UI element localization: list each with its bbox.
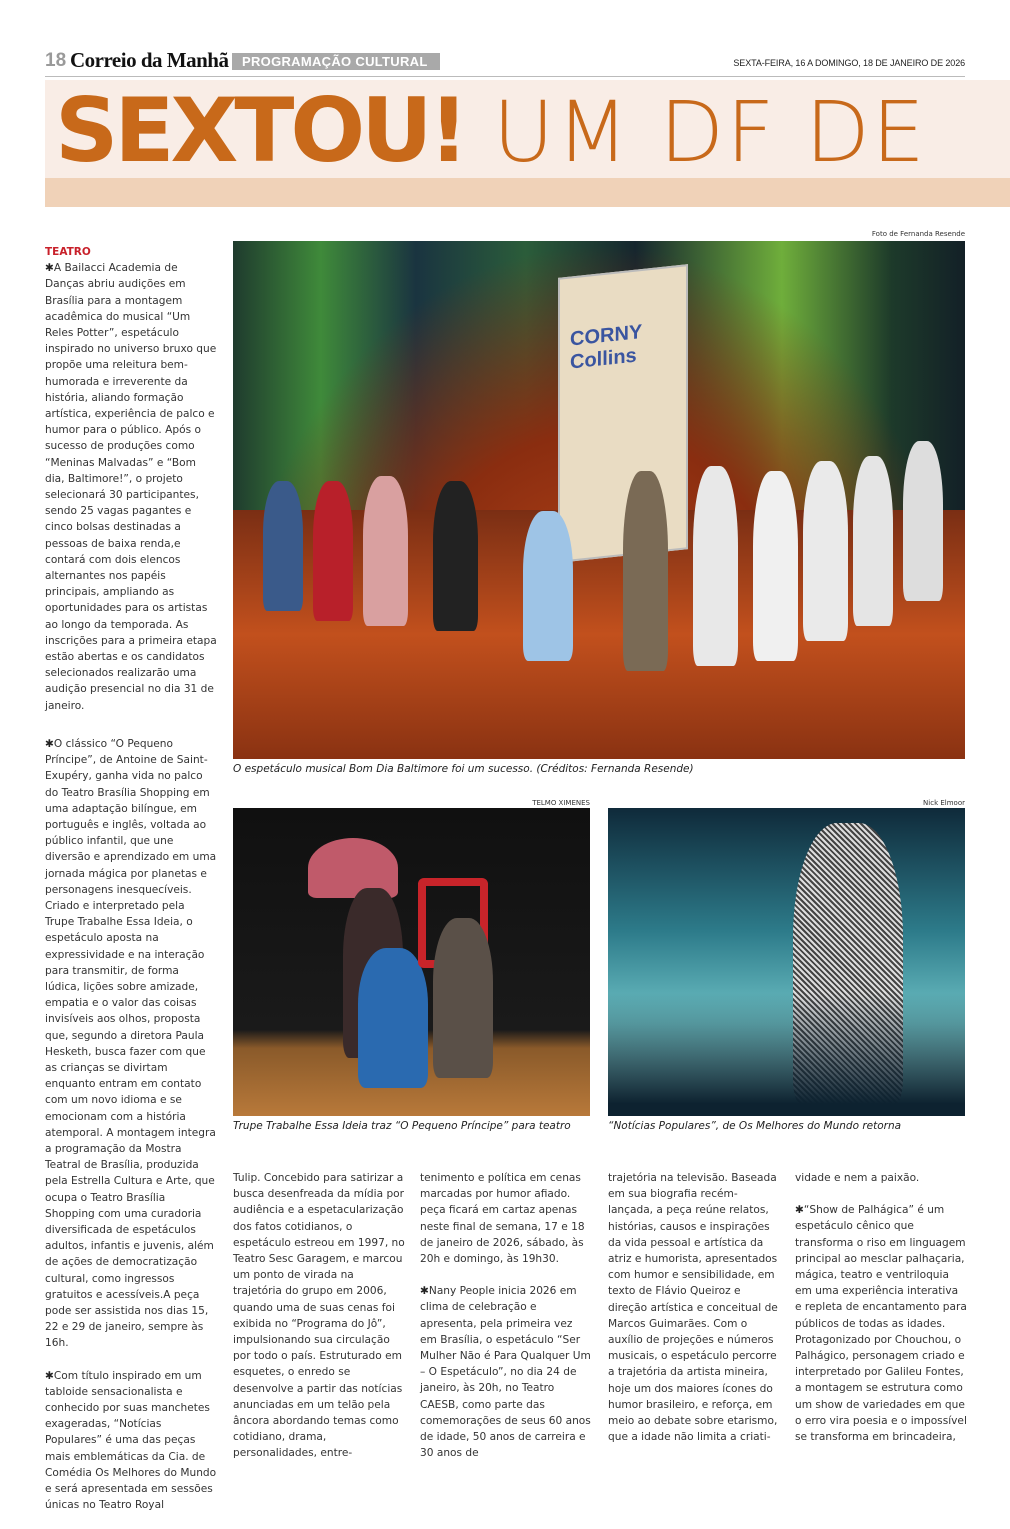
paragraph-text: Com título inspirado em um tabloide sensacionalista e conhecido por suas manchetes exageradas, “Notícias Populares” é uma das peças mais emblemáticas da Cia. de Comédia Os Melhores do Mundo e será apresentada em sessões únicas no Teatro Royal (45, 1369, 217, 1512)
article-column-2 (233, 1170, 405, 1478)
bullet-icon: ✱ (45, 737, 54, 750)
paragraph-4-end: vidade e nem a paixão. (795, 1172, 920, 1184)
bullet-icon: ✱ (45, 262, 54, 275)
paragraph-text: “Show de Palhágica” é um espetáculo cênico que transforma o riso em linguagem principal ao mesclar palhaçaria, mágica, teatro e ventriloquia em uma experiência interativa e repleta de encantamento para públicos de todas as idades. Protagonizado por Chouchou, o Palhágico, personagem criado e interpretado por Galileu Fontes, a montagem se estrutura como um show de variedades em que o erro vira poesia e o impossível se transforma em brincadeira, (795, 1204, 967, 1444)
paragraph-4-cont: trajetória na televisão. Baseada em sua biografia recém-lançada, a peça reúne relatos, histórias, causos e inspirações da vida pessoal e artística da atriz e humorista, apresentados com humor e sensibilidade, em texto de Flávio Queiroz e direção artística e conceitual de Marcos Guimarães. Com o auxílio de projeções e números musicais, o espetáculo percorre a trajetória da artista mineira, hoje um dos maiores ícones do humor brasileiro, e reforça, em meio ao debate sobre etarismo, que a idade não limita a criati- (608, 1172, 778, 1444)
headline-subband (45, 178, 1010, 207)
right-photo-caption: “Notícias Populares”, de Os Melhores do Mundo retorna (608, 1120, 902, 1132)
paragraph-text: A Bailacci Academia de Danças abriu audições em Brasília para a montagem acadêmica do musical “Um Reles Potter”, espetáculo inspirado no universo bruxo que propõe uma releitura bem-humorada e irreverente da história, aliando formação artística, experiência de palco e humor para o público. Após o sucesso de produções como “Meninas Malvadas” e “Bom dia, Baltimore!”, o projeto selecionará 30 participantes, sendo 25 vagas pagantes e cinco bolsas destinadas a pessoas de baixa renda,e contará com dois elencos alternantes nos papéis principais, ampliando as oportunidades para os artistas ao longo da temporada. As inscrições para a primeira etapa estão abertas e os candidatos selecionados realizarão uma audição presencial no dia 31 de janeiro. (45, 262, 217, 712)
pequeno-principe-photo (233, 808, 590, 1116)
section-label: PROGRAMAÇÃO CULTURAL (232, 53, 440, 70)
bullet-icon: ✱ (45, 1369, 54, 1382)
headline (55, 79, 927, 182)
article-column-1 (45, 244, 217, 1529)
article-column-3 (420, 1170, 592, 1477)
bullet-icon: ✱ (795, 1204, 804, 1217)
photo-credit: TELMO XIMENES (532, 799, 590, 807)
sign-text: CORNY Collins (570, 321, 642, 374)
headline-thin: UM DF DE (492, 83, 927, 181)
stage-sign (558, 264, 688, 563)
paragraph-2 (45, 736, 217, 1352)
bullet-icon: ✱ (420, 1285, 429, 1298)
main-photo (233, 241, 965, 759)
paragraph-4 (420, 1283, 592, 1461)
section-kicker: TEATRO (45, 246, 91, 258)
paragraph-text: Nany People inicia 2026 em clima de celebração e apresenta, pela primeira vez em Brasília, o espetáculo “Ser Mulher Não é Para Qualquer Um – O Espetáculo”, no dia 24 de janeiro, às 20h, no Teatro CAESB, como parte das comemorações de seus 60 anos de idade, 50 anos de carreira e 30 anos de (420, 1285, 591, 1460)
paragraph-text: O clássico “O Pequeno Príncipe”, de Antoine de Saint-Exupéry, ganha vida no palco do Teatro Brasília Shopping em uma adaptação bilíngue, em português e inglês, voltada ao público infantil, que une diversão e aprendizado em uma jornada mágica por planetas e personagens inesquecíveis. Criado e interpretado pela Trupe Trabalhe Essa Ideia, o espetáculo aposta na expressividade e na interação para transmitir, de forma lúdica, lições sobre amizade, empatia e o valor das coisas invisíveis aos olhos, proposta que, segundo a diretora Paula Hesketh, busca fazer com que as crianças se divirtam enquanto entram em contato com um novo idioma e se emocionam com a história atemporal. A montagem integra a programação da Mostra Teatral de Brasília, produzida pela Estrella Cultura e Arte, que ocupa o Teatro Brasília Shopping com uma curadoria diversificada de espetáculos adultos, infantis e juvenis, além de ações de democratização cultural, como ingressos gratuitos e acessíveis.A peça pode ser assistida nos dias 15, 22 e 29 de janeiro, sempre às 16h. (45, 737, 217, 1350)
article-column-5 (795, 1170, 967, 1461)
paragraph-1 (45, 260, 217, 714)
paragraph-3-end: tenimento e política em cenas marcadas por humor afiado. peça ficará em cartaz apenas neste final de semana, 17 e 18 de janeiro de 2026, sábado, às 20h e domingo, às 19h30. (420, 1172, 585, 1266)
left-photo-caption: Trupe Trabalhe Essa Ideia traz “O Pequeno Príncipe” para teatro (233, 1120, 571, 1132)
page-number: 18 (45, 50, 67, 71)
headline-bold: SEXTOU! (55, 79, 465, 182)
newspaper-masthead: Correio da Manhã (70, 48, 229, 72)
paragraph-3-cont: Tulip. Concebido para satirizar a busca desenfreada da mídia por audiência e a espetacularização dos fatos cotidianos, o espetáculo estreou em 1997, no Teatro Sesc Garagem, e marcou um ponto de virada na trajetória do grupo em 2006, quando uma de suas cenas foi exibida no “Programa do Jô”, impulsionando sua circulação por todo o país. Estruturado em esquetes, o enredo se desenvolve a partir das notícias anunciadas em um telão pela âncora abordando temas como cotidiano, drama, personalidades, entre- (233, 1172, 405, 1460)
article-column-4 (608, 1170, 780, 1461)
header-rule (45, 76, 965, 77)
photo-credit: Foto de Fernanda Resende (871, 230, 965, 238)
main-photo-caption: O espetáculo musical Bom Dia Baltimore foi um sucesso. (Créditos: Fernanda Resende) (233, 763, 694, 775)
photo-credit: Nick Elmoor (923, 799, 965, 807)
issue-date: SEXTA-FEIRA, 16 A DOMINGO, 18 DE JANEIRO DE 2026 (733, 58, 965, 68)
paragraph-5 (795, 1202, 967, 1445)
paragraph-3 (45, 1368, 217, 1514)
noticias-populares-photo (608, 808, 965, 1116)
